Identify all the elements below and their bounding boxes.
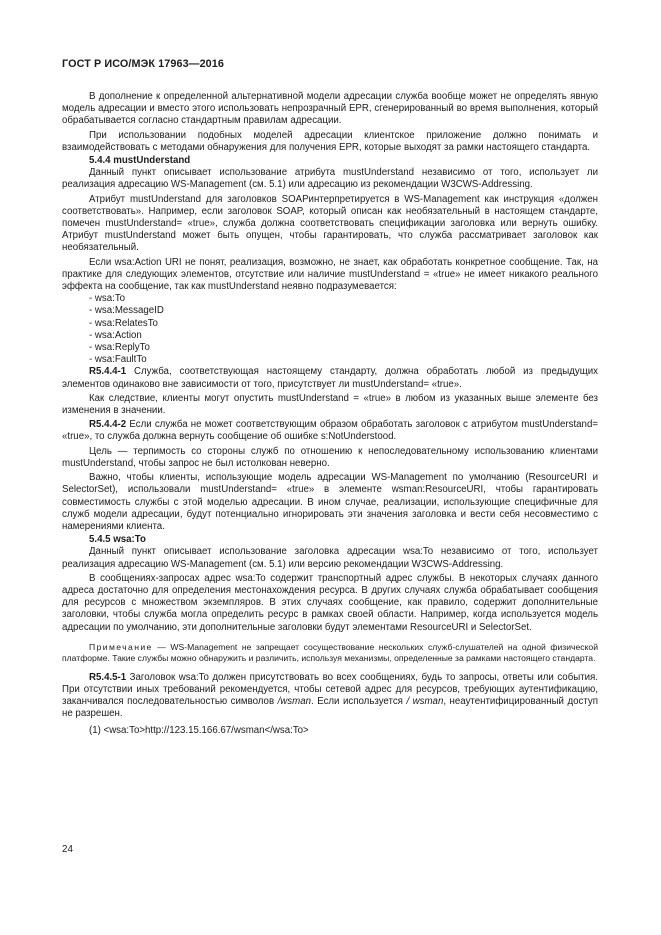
paragraph: Важно, чтобы клиенты, использующие модель адресации WS-Management по умолчанию (ResourceURI и SelectorSet), использовали mustUnderstand= «true» в элементе wsman:ResourceURI, чтобы гарантировать совместимость службы с этой моделью адресации. В ином случае, реализации, использующие специфичные для служб модели адресации, будут потенциально игнорировать эти значения заголовка и вести себя несовместимо с намерениями клиента. <box>62 472 598 532</box>
requirement-r5-4-4-2: R5.4.4-2 Если служба не может соответствующим образом обработать заголовок с атрибутом mustUnderstand= «true», то служба должна вернуть сообщение об ошибке s:NotUnderstood. <box>62 419 598 443</box>
requirement-r5-4-4-1: R5.4.4-1 Служба, соответствующая настоящему стандарту, должна обработать любой из предыдущих элементов одинаково вне зависимости от того, присутствует ли mustUnderstand= «true». <box>62 366 598 390</box>
document-header: ГОСТ Р ИСО/МЭК 17963—2016 <box>62 58 224 70</box>
section-heading-5-4-5: 5.4.5 wsa:To <box>89 534 146 546</box>
paragraph: Данный пункт описывает использование атрибута mustUnderstand независимо от того, использует ли реализация адресацию WS-Management (см. 5.1) или адресацию из рекомендации W3CWS-Addressing. <box>62 167 598 191</box>
paragraph: Как следствие, клиенты могут опустить mustUnderstand = «true» в любом из указанных выше элементе без изменения в значении. <box>62 392 598 417</box>
list-item: - wsa:To <box>89 293 126 305</box>
list-item: - wsa:ReplyTo <box>89 342 150 354</box>
paragraph: Цель — терпимость со стороны служб по отношению к непоследовательному использованию клиентами mustUnderstand, чтобы запрос не был истолкован неверно. <box>62 445 598 469</box>
list-item: - wsa:MessageID <box>89 305 164 317</box>
paragraph: При использовании подобных моделей адресации клиентское приложение должно понимать и взаимодействовать с методами обнаружения для получения EPR, которые выходят за рамки настоящего стандарта. <box>62 129 598 153</box>
paragraph: Данный пункт описывает использование заголовка адресации wsa:To независимо от того, использует реализация адресацию WS-Management (см. 5.1) или версию рекомендации W3CWS-Addressing. <box>62 546 598 570</box>
list-item: - wsa:Action <box>89 329 142 341</box>
note: Примечание — WS-Management не запрещает сосуществование нескольких служб-слушателей на одной физической платформе. Такие службы можно обнаружить и различить, используя механизмы, определенные за рамками настоящего стандарта. <box>62 641 598 663</box>
list-item: - wsa:FaultTo <box>89 354 147 366</box>
paragraph: Атрибут mustUnderstand для заголовков SOAPинтерпретируется в WS-Management как инструкция «должен соответствовать». Например, если заголовок SOAP, который описан как необязательный в настоящем стандарте, помечен mustUnderstand= «true», служба должна соответствовать спецификации заголовка или вернуть ошибку. Атрибут mustUnderstand может быть опущен, чтобы гарантировать, что служба рассматривает заголовок как необязательный. <box>62 193 598 254</box>
requirement-r5-4-5-1: R5.4.5-1 Заголовок wsa:To должен присутствовать во всех сообщениях, будь то запросы, ответы или события. При отсутствии иных требований рекомендуется, чтобы сетевой адрес для ресурсов, требующих аутентификацию, заканчивался последовательностью символов /wsman. Если используется / wsman, неаутентифицированный доступ не разрешен. <box>62 671 598 720</box>
paragraph: Если wsa:Action URI не понят, реализация, возможно, не знает, как обработать конкретное сообщение. Так, на практике для следующих элементов, отсутствие или наличие mustUnderstand = «true» не имеет никакого реального эффекта на сообщение, так как mustUnderstand неявно подразумевается: <box>62 256 598 293</box>
document-page <box>62 58 598 737</box>
paragraph: В дополнение к определенной альтернативной модели адресации служба вообще может не определять явную модель адресации и вместо этого использовать непрозрачный EPR, сгенерированный во время выполнения, который обрабатывается согласно стандартным правилам адресации. <box>62 91 598 127</box>
element-list <box>62 293 598 366</box>
code-example: (1) <wsa:To>http://123.15.166.67/wsman</wsa:To> <box>89 724 309 736</box>
paragraph: В сообщениях-запросах адрес wsa:To содержит транспортный адрес службы. В некоторых случаях данного адреса достаточно для определения местонахождения ресурса. В других случаях служба обрабатывает сообщения для ресурсов с множеством экземпляров. В этих случаях сообщение, как правило, содержит дополнительные заголовки, чтобы служба могла определить ресурс в рамках своей области. Например, когда используется модель адресации по умолчанию, эти дополнительные заголовки будут элементами ResourceURI и SelectorSet. <box>62 572 598 633</box>
page-number: 24 <box>62 844 73 855</box>
section-heading-5-4-4: 5.4.4 mustUnderstand <box>89 155 191 167</box>
list-item: - wsa:RelatesTo <box>89 317 158 329</box>
